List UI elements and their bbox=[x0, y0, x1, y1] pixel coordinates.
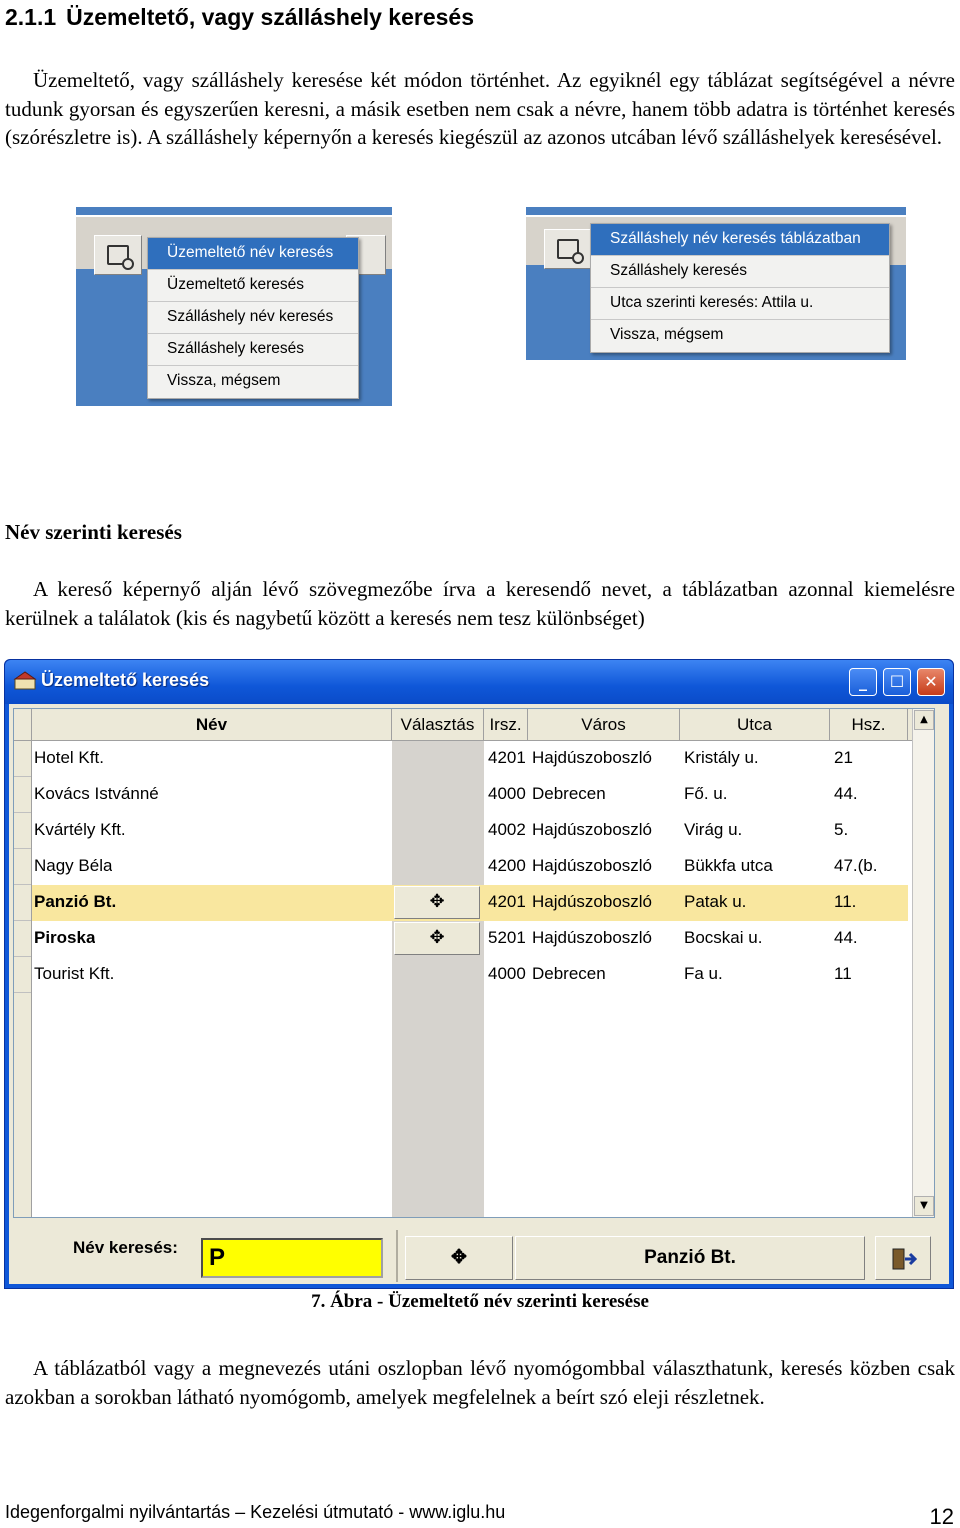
cell-irsz: 4002 bbox=[488, 820, 526, 839]
minimize-icon[interactable]: _ bbox=[849, 668, 877, 696]
divider bbox=[396, 1230, 398, 1282]
table-row[interactable] bbox=[32, 849, 908, 885]
cell-hsz: 11. bbox=[834, 892, 857, 911]
section-title: Üzemeltető, vagy szálláshely keresés bbox=[66, 4, 475, 30]
cell-varos: Hajdúszoboszló bbox=[532, 748, 653, 767]
table-row[interactable] bbox=[32, 813, 908, 849]
search-label: Név keresés: bbox=[73, 1238, 178, 1257]
grid-header bbox=[14, 709, 935, 741]
row-indicator-column bbox=[14, 741, 32, 1217]
cell-varos: Debrecen bbox=[532, 964, 606, 983]
close-icon[interactable]: ✕ bbox=[917, 668, 945, 696]
vertical-scrollbar[interactable] bbox=[912, 709, 934, 1217]
column-valasztas[interactable]: Választás bbox=[392, 709, 484, 741]
scroll-up-icon[interactable]: ▲ bbox=[914, 710, 934, 730]
cell-nev: Tourist Kft. bbox=[34, 964, 115, 983]
scroll-down-icon[interactable]: ▼ bbox=[914, 1196, 934, 1216]
search-tool-icon[interactable] bbox=[94, 235, 142, 275]
cell-nev: Nagy Béla bbox=[34, 856, 113, 875]
results-grid bbox=[13, 708, 935, 1218]
subheading: Név szerinti keresés bbox=[5, 520, 182, 544]
selection-paragraph-text: A táblázatból vagy a megnevezés utáni oszlopban lévő nyomógombbal választhatunk, keresés közben csak azokban a sorokban látható nyomógomb, amelyek megfelelnek a beírt szó eleji részletnek. bbox=[5, 1356, 955, 1409]
title-bar bbox=[5, 660, 953, 704]
intro-text: Üzemeltető, vagy szálláshely keresése két módon történhet. Az egyiknél egy táblázat segítségével a névre tudunk gyorsan és egyszerűen keresni, a másik esetben nem csak a névre, hanem több adatra is történhet keresés (szórészletre is). A szálláshely képernyőn a keresés kiegészül az azonos utcában lévő szálláshelyek keresésével. bbox=[5, 68, 955, 149]
header-corner bbox=[14, 709, 32, 741]
column-irsz[interactable]: Irsz. bbox=[484, 709, 528, 741]
select-row-button[interactable]: ✥ bbox=[394, 886, 480, 919]
window-client bbox=[9, 704, 949, 1284]
cell-irsz: 4201 bbox=[488, 748, 526, 767]
cell-utca: Fa u. bbox=[684, 964, 723, 983]
column-hsz[interactable]: Hsz. bbox=[830, 709, 908, 741]
cell-nev: Kovács Istvánné bbox=[34, 784, 159, 803]
cell-varos: Hajdúszoboszló bbox=[532, 892, 653, 911]
column-utca[interactable]: Utca bbox=[680, 709, 830, 741]
figure-caption: 7. Ábra - Üzemeltető név szerinti keresése bbox=[311, 1291, 649, 1312]
cell-irsz: 4000 bbox=[488, 784, 526, 803]
search-paragraph bbox=[5, 575, 955, 632]
cell-hsz: 11 bbox=[834, 964, 852, 983]
menu-item-szallashely[interactable]: Szálláshely keresés bbox=[148, 334, 358, 366]
menu-item-szallashely-tablazat[interactable]: Szálláshely név keresés táblázatban bbox=[591, 224, 889, 256]
select-row-button[interactable]: ✥ bbox=[394, 922, 480, 955]
cell-utca: Bükkfa utca bbox=[684, 856, 773, 875]
name-search-input[interactable]: P bbox=[201, 1238, 383, 1278]
cell-utca: Virág u. bbox=[684, 820, 743, 839]
search-menu-1 bbox=[147, 237, 359, 399]
cell-varos: Hajdúszoboszló bbox=[532, 928, 653, 947]
search-tool-icon[interactable] bbox=[544, 229, 592, 269]
menu-item-utca[interactable]: Utca szerinti keresés: Attila u. bbox=[591, 288, 889, 320]
cell-varos: Hajdúszoboszló bbox=[532, 820, 653, 839]
cell-utca: Kristály u. bbox=[684, 748, 759, 767]
cell-nev: Hotel Kft. bbox=[34, 748, 104, 767]
menu-item-vissza[interactable]: Vissza, mégsem bbox=[148, 366, 358, 398]
menu-item-uzemelteto-nev[interactable]: Üzemeltető név keresés bbox=[148, 238, 358, 270]
cell-utca: Bocskai u. bbox=[684, 928, 763, 947]
page-footer: Idegenforgalmi nyilvántartás – Kezelési útmutató - www.iglu.hu bbox=[5, 1502, 506, 1522]
menu-screenshot-1 bbox=[76, 207, 392, 406]
cell-hsz: 47.(b. bbox=[834, 856, 878, 875]
cell-nev: Piroska bbox=[34, 928, 96, 947]
selection-paragraph bbox=[5, 1354, 955, 1411]
cell-hsz: 5. bbox=[834, 820, 849, 839]
menu-item-szallashely-nev[interactable]: Szálláshely név keresés bbox=[148, 302, 358, 334]
menu-item-uzemelteto[interactable]: Üzemeltető keresés bbox=[148, 270, 358, 302]
table-row[interactable] bbox=[32, 921, 908, 957]
section-number: 2.1.1 bbox=[5, 4, 57, 30]
table-row[interactable] bbox=[32, 957, 908, 993]
cell-varos: Hajdúszoboszló bbox=[532, 856, 653, 875]
cell-irsz: 4000 bbox=[488, 964, 526, 983]
page-number: 12 bbox=[929, 1504, 954, 1528]
search-bar bbox=[13, 1224, 935, 1282]
search-paragraph-text: A kereső képernyő alján lévő szövegmezőbe írva a keresendő nevet, a táblázatban azonnal kiemelésre kerülnek a találatok (kis és nagybetű között a keresés nem tesz különbséget) bbox=[5, 577, 955, 630]
app-icon bbox=[13, 669, 37, 693]
cell-hsz: 44. bbox=[834, 784, 858, 803]
window-title: Üzemeltető keresés bbox=[41, 670, 210, 690]
uzemelteto-kereses-window bbox=[4, 659, 954, 1289]
cell-nev: Panzió Bt. bbox=[34, 892, 117, 911]
menu-item-vissza[interactable]: Vissza, mégsem bbox=[591, 320, 889, 352]
section-heading bbox=[5, 4, 474, 31]
table-row[interactable] bbox=[32, 777, 908, 813]
cell-utca: Patak u. bbox=[684, 892, 747, 911]
table-row-highlighted[interactable] bbox=[32, 885, 908, 921]
menu-item-szallashely[interactable]: Szálláshely keresés bbox=[591, 256, 889, 288]
cell-nev: Kvártély Kft. bbox=[34, 820, 126, 839]
cell-irsz: 4201 bbox=[488, 892, 526, 911]
menu-screenshot-2 bbox=[526, 207, 906, 360]
table-row[interactable] bbox=[32, 741, 908, 777]
search-menu-2 bbox=[590, 223, 890, 353]
select-button[interactable]: ✥ bbox=[405, 1236, 513, 1280]
column-varos[interactable]: Város bbox=[528, 709, 680, 741]
selected-name-button[interactable]: Panzió Bt. bbox=[515, 1236, 865, 1280]
maximize-icon[interactable]: ☐ bbox=[883, 668, 911, 696]
cell-varos: Debrecen bbox=[532, 784, 606, 803]
cell-hsz: 21 bbox=[834, 748, 853, 767]
exit-icon[interactable] bbox=[875, 1236, 931, 1280]
cell-irsz: 4200 bbox=[488, 856, 526, 875]
cell-irsz: 5201 bbox=[488, 928, 526, 947]
cell-hsz: 44. bbox=[834, 928, 858, 947]
intro-paragraph bbox=[5, 66, 955, 152]
cell-utca: Fő. u. bbox=[684, 784, 728, 803]
column-nev[interactable]: Név bbox=[32, 709, 392, 741]
